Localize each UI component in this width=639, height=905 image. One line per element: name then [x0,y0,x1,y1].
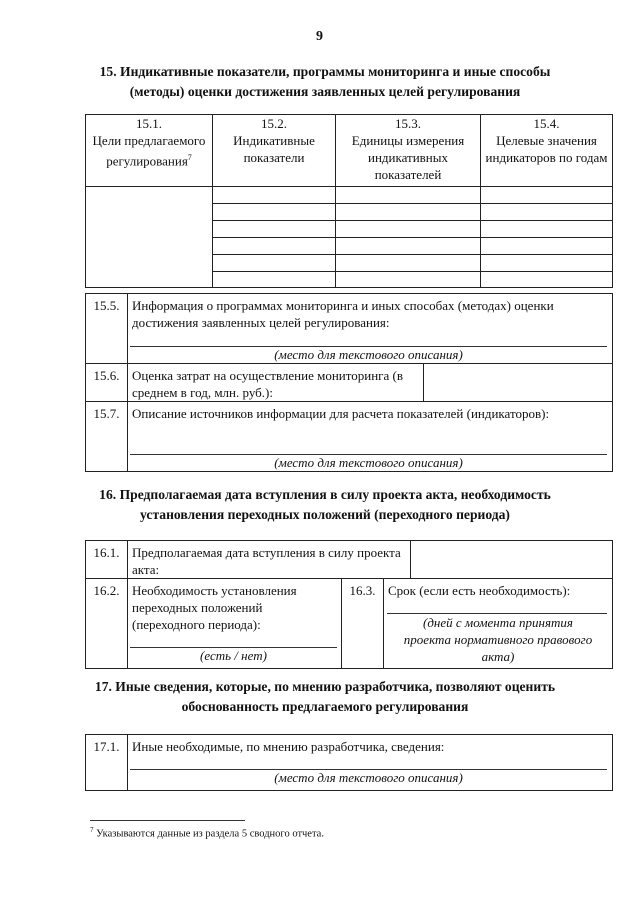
item-15-7-caption: (место для текстового описания) [274,455,463,470]
col-label: Целевые значения индикаторов по годам [485,133,608,165]
table-cell[interactable] [481,272,613,288]
col-num: 15.2. [261,116,287,131]
item-17-1-text: Иные необходимые, по мнению разработчика, сведения: [132,739,445,754]
item-15-5-number: 15.5. [86,294,128,364]
item-15-6-number: 15.6. [86,364,128,402]
table-cell[interactable] [213,204,336,221]
table-cell[interactable] [481,204,613,221]
table-cell[interactable] [213,187,336,204]
table-cell[interactable] [336,272,481,288]
table-cell[interactable] [336,238,481,255]
item-17-1-number: 17.1. [86,735,128,791]
table-cell[interactable] [481,187,613,204]
section-16-heading: 16. Предполагаемая дата вступления в силу проекта акта, необходимость установления переходных положений (переходного периода) [99,487,551,522]
goals-cell[interactable] [86,187,213,288]
table-cell[interactable] [336,255,481,272]
col-label: Единицы измерения индикативных показателей [351,133,465,182]
table-cell[interactable] [481,238,613,255]
item-16-3-number: 16.3. [342,579,384,669]
item-16-3-caption: (дней с момента принятия проекта нормативного правового акта) [403,615,593,664]
col-targets-header [481,115,613,187]
page-number: 9 [316,29,323,44]
col-num: 15.4. [533,116,560,131]
col-goals-header [86,115,213,187]
item-16-1-text: Предполагаемая дата вступления в силу проекта акта: [128,541,411,579]
col-label: Индикативные показатели [233,133,315,165]
table-cell[interactable] [481,221,613,238]
section-15-items-table [85,293,613,472]
item-16-2-number: 16.2. [86,579,128,669]
item-15-5-text: Информация о программах мониторинга и иных способах (методах) оценки достижения заявленных целей регулирования: [132,298,554,330]
table-cell[interactable] [336,187,481,204]
table-cell[interactable] [213,238,336,255]
table-cell[interactable] [213,272,336,288]
item-16-1-value-cell[interactable] [411,541,613,579]
section-17-heading: 17. Иные сведения, которые, по мнению разработчика, позволяют оценить обоснованность предлагаемого регулирования [94,679,556,714]
footnote-ref: 7 [187,153,192,162]
item-15-7-number: 15.7. [86,402,128,472]
section-15-heading: 15. Индикативные показатели, программы мониторинга и иные способы (методы) оценки достижения заявленных целей регулирования [99,64,551,99]
table-cell[interactable] [481,255,613,272]
item-15-5-caption: (место для текстового описания) [274,347,463,362]
item-16-2-caption: (есть / нет) [200,648,267,663]
col-units-header [336,115,481,187]
footnote-mark: 7 [90,826,94,834]
item-16-1-number: 16.1. [86,541,128,579]
table-cell[interactable] [336,221,481,238]
footnote [90,826,324,840]
footnote-separator [90,820,245,821]
item-15-6-text: Оценка затрат на осуществление мониторинга (в среднем в год, млн. руб.): [128,364,424,402]
col-indicators-header [213,115,336,187]
col-label: Цели предлагаемого регулирования$^7$ [92,133,206,169]
table-cell[interactable] [213,221,336,238]
col-num: 15.3. [395,116,421,131]
col-num: 15.1. [136,116,162,131]
item-15-7-text: Описание источников информации для расчета показателей (индикаторов): [132,406,550,421]
indicators-table [85,114,613,288]
footnote-text: Указываются данные из раздела 5 сводного отчета. [93,828,324,840]
item-17-1-caption: (место для текстового описания) [274,770,463,785]
table-cell[interactable] [213,255,336,272]
table-cell[interactable] [336,204,481,221]
item-16-3-text: Срок (если есть необходимость): [388,583,571,598]
item-16-2-text: Необходимость установления переходных положений (переходного периода): [132,583,297,632]
item-15-6-value-cell[interactable] [424,364,613,402]
